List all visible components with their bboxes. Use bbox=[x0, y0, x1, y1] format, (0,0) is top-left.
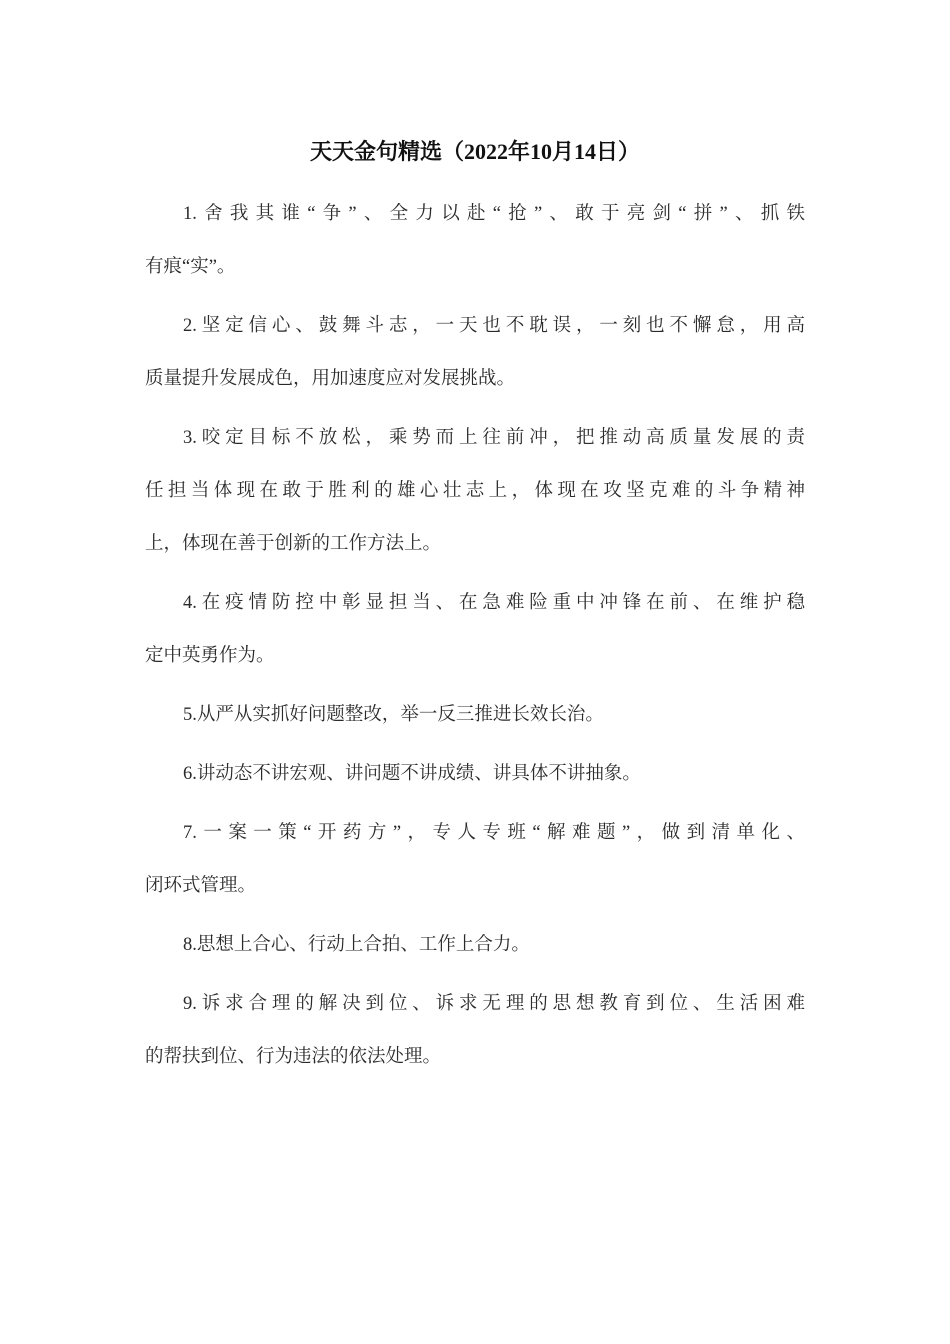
document-body bbox=[145, 188, 805, 1090]
paragraph-line: 7.一案一策“开药方”，专人专班“解难题”，做到清单化、 bbox=[183, 823, 805, 843]
paragraph-line: 8.思想上合心、行动上合拍、工作上合力。 bbox=[183, 935, 530, 955]
paragraph-line: 1.舍我其谁“争”、全力以赴“抢”、敢于亮剑“拼”、抓铁 bbox=[183, 204, 805, 224]
quote-paragraph bbox=[145, 300, 805, 406]
paragraph-line: 有痕“实”。 bbox=[145, 257, 236, 277]
paragraph-line: 任担当体现在敢于胜利的雄心壮志上，体现在攻坚克难的斗争精神 bbox=[145, 481, 805, 501]
paragraph-line: 9.诉求合理的解决到位、诉求无理的思想教育到位、生活困难 bbox=[183, 994, 805, 1014]
quote-paragraph bbox=[145, 748, 805, 801]
quote-paragraph bbox=[145, 919, 805, 972]
paragraph-line: 闭环式管理。 bbox=[145, 876, 257, 896]
paragraph-line: 上，体现在善于创新的工作方法上。 bbox=[145, 534, 442, 554]
paragraph-line: 3.咬定目标不放松，乘势而上往前冲，把推动高质量发展的责 bbox=[183, 428, 805, 448]
paragraph-line: 定中英勇作为。 bbox=[145, 646, 275, 666]
quote-paragraph bbox=[145, 807, 805, 913]
quote-paragraph bbox=[145, 978, 805, 1084]
quote-paragraph bbox=[145, 577, 805, 683]
quote-paragraph bbox=[145, 412, 805, 571]
paragraph-line: 质量提升发展成色，用加速度应对发展挑战。 bbox=[145, 369, 516, 389]
quote-paragraph bbox=[145, 689, 805, 742]
paragraph-line: 5.从严从实抓好问题整改，举一反三推进长效长治。 bbox=[183, 705, 604, 725]
quote-paragraph bbox=[145, 188, 805, 294]
paragraph-line: 6.讲动态不讲宏观、讲问题不讲成绩、讲具体不讲抽象。 bbox=[183, 764, 641, 784]
document-title: 天天金句精选（2022年10月14日） bbox=[309, 139, 640, 164]
paragraph-line: 2.坚定信心、鼓舞斗志，一天也不耽误，一刻也不懈怠，用高 bbox=[183, 316, 805, 336]
paragraph-line: 的帮扶到位、行为违法的依法处理。 bbox=[145, 1047, 442, 1067]
paragraph-line: 4.在疫情防控中彰显担当、在急难险重中冲锋在前、在维护稳 bbox=[183, 593, 805, 613]
